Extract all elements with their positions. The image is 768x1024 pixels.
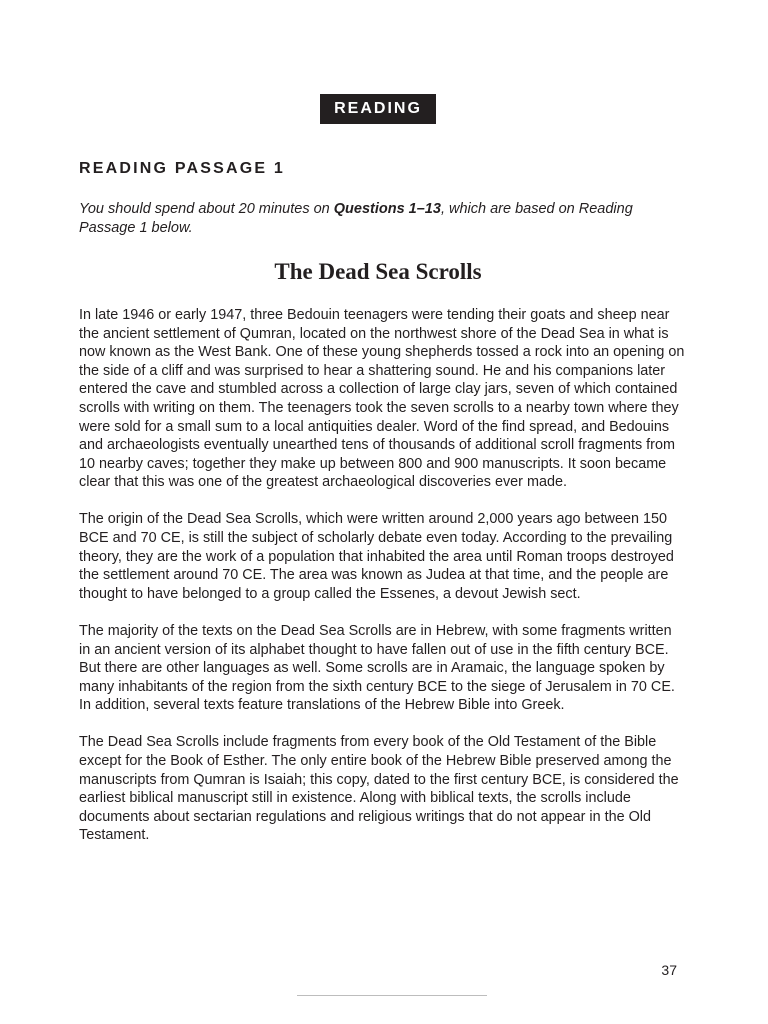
page-number: 37 bbox=[661, 962, 677, 978]
paragraph-4: The Dead Sea Scrolls include fragments from every book of the Old Testament of the Bible except for the Book of Esther. The only entire book of the Hebrew Bible preserved among the manuscripts from Qumran is Isaiah; this copy, dated to the first century BCE, is considered the earliest biblical manuscript still in existence. Along with biblical texts, the scrolls include documents about sectarian regulations and religious writings that do not appear in the Old Testament. bbox=[79, 734, 679, 844]
instructions bbox=[79, 200, 679, 238]
instructions-text-after: , which are based on Reading Passage 1 below. bbox=[79, 201, 633, 236]
paragraph-2: The origin of the Dead Sea Scrolls, which were written around 2,000 years ago between 150 BCE and 70 CE, is still the subject of scholarly debate even today. According to the prevailing theory, they are the work of a population that inhabited the area until Roman troops destroyed the settlement around 70 CE. The area was known as Judea at that time, and the people are thought to have belonged to a group called the Essenes, a devout Jewish sect. bbox=[79, 511, 674, 602]
section-banner-label: READING bbox=[334, 100, 422, 117]
passage-label: READING PASSAGE 1 bbox=[79, 160, 286, 177]
section-banner bbox=[320, 94, 436, 124]
paragraph-3: The majority of the texts on the Dead Sea Scrolls are in Hebrew, with some fragments written in an ancient version of its alphabet thought to have fallen out of use in the fifth century BCE. But there are other languages as well. Some scrolls are in Aramaic, the language spoken by many inhabitants of the region from the sixth century BCE to the siege of Jerusalem in 70 CE. In addition, several texts feature translations of the Hebrew Bible into Greek. bbox=[79, 622, 675, 714]
passage-title: The Dead Sea Scrolls bbox=[274, 259, 482, 284]
paragraph-1: In late 1946 or early 1947, three Bedouin teenagers were tending their goats and sheep near the ancient settlement of Qumran, located on the northwest shore of the Dead Sea in what is now known as the West Bank. One of these young shepherds tossed a rock into an opening on the side of a cliff and was surprised to hear a shattering sound. He and his companions later entered the cave and stumbled across a collection of large clay jars, seven of which contained scrolls with writing on them. The teenagers took the seven scrolls to a nearby town where they were sold for a small sum to a local antiquities dealer. Word of the find spread, and Bedouins and archaeologists eventually unearthed tens of thousands of additional scroll fragments from 10 nearby caves; together they make up between 800 and 900 manuscripts. It soon became clear that this was one of the greatest archaeological discoveries ever made. bbox=[79, 307, 685, 491]
footer-rule bbox=[297, 995, 487, 996]
instructions-text-before: You should spend about 20 minutes on bbox=[79, 201, 334, 217]
passage-body bbox=[79, 306, 685, 863]
instructions-questions: Questions 1–13 bbox=[333, 201, 441, 217]
